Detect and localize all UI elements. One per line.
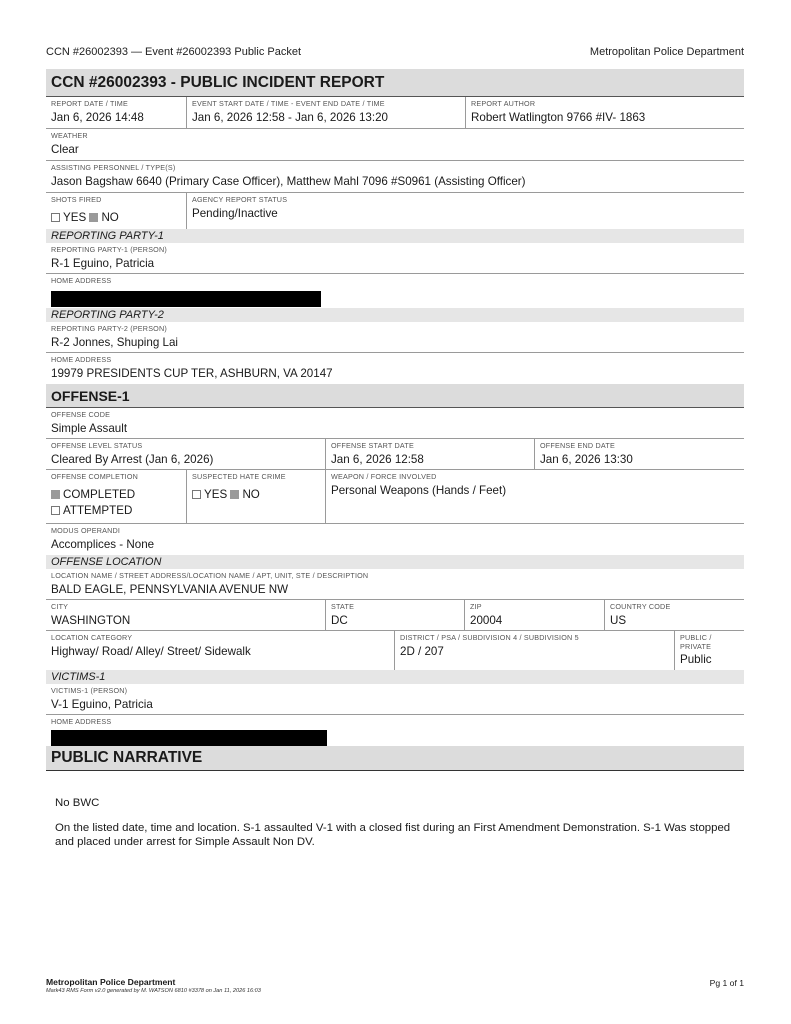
hate-no-checkbox: [230, 490, 239, 499]
shots-row: [46, 193, 744, 229]
offense-dates-row: OFFENSE LEVEL STATUS Cleared By Arrest (Jan 6, 2026) OFFENSE START DATE Jan 6, 2026 12:58 OFFENSE END DATE Jan 6, 2026 13:30: [46, 439, 744, 470]
event-date: Jan 6, 2026 12:58 - Jan 6, 2026 13:20: [192, 111, 388, 124]
reporting-party-1-heading: REPORTING PARTY-1: [46, 229, 744, 243]
reporting-party-2-address-row: HOME ADDRESS 19979 PRESIDENTS CUP TER, ASHBURN, VA 20147: [46, 353, 744, 384]
event-date-cell: EVENT START DATE / TIME - EVENT END DATE / TIME Jan 6, 2026 12:58 - Jan 6, 2026 13:20: [186, 97, 465, 128]
location-name-row: LOCATION NAME / STREET ADDRESS/LOCATION NAME / APT, UNIT, STE / DESCRIPTION BALD EAGLE, PENNSYLVANIA AVENUE NW: [46, 569, 744, 600]
packet-title: CCN #26002393 — Event #26002393 Public Packet: [46, 46, 302, 58]
modus-row: MODUS OPERANDI Accomplices - None: [46, 524, 744, 555]
country-code: US: [610, 614, 627, 627]
reporting-party-2-row: REPORTING PARTY-2 (PERSON) R-2 Jonnes, Shuping Lai: [46, 322, 744, 353]
incident-report: [46, 69, 744, 771]
reporting-party-2-address: 19979 PRESIDENTS CUP TER, ASHBURN, VA 20147: [51, 367, 333, 380]
redacted-address: [51, 291, 321, 307]
redacted-victim-address: [51, 730, 327, 746]
shots-no-checkbox: [89, 213, 98, 222]
offense-code-row: OFFENSE CODE Simple Assault: [46, 408, 744, 439]
offense-location-heading: OFFENSE LOCATION: [46, 555, 744, 569]
weather: Clear: [51, 143, 79, 156]
modus-operandi: Accomplices - None: [51, 538, 155, 551]
district: 2D / 207: [400, 645, 444, 658]
victim-address-row: HOME ADDRESS: [46, 715, 744, 746]
narrative-line-2: On the listed date, time and location. S-1 assaulted V-1 with a closed fist during an First Amendment Demonstration. S-1 Was stopped and placed under arrest for Simple Assault Non DV.: [55, 822, 731, 848]
department-name: Metropolitan Police Department: [589, 46, 744, 58]
weather-cell: WEATHER Clear: [46, 129, 744, 160]
completed-checkbox: [51, 490, 60, 499]
footer-department: Metropolitan Police Department: [46, 977, 176, 987]
agency-status: Pending/Inactive: [192, 207, 278, 220]
hate-yes-checkbox: [192, 490, 201, 499]
report-author-cell: REPORT AUTHOR Robert Watlington 9766 #IV- 1863: [465, 97, 744, 128]
city: WASHINGTON: [51, 614, 131, 627]
reporting-party-1-name: R-1 Eguino, Patricia: [51, 257, 155, 270]
location-name: BALD EAGLE, PENNSYLVANIA AVENUE NW: [51, 583, 289, 596]
offense-code: Simple Assault: [51, 422, 128, 435]
report-info-row: [46, 97, 744, 129]
location-category: Highway/ Road/ Alley/ Street/ Sidewalk: [51, 645, 251, 658]
location-category-row: LOCATION CATEGORY Highway/ Road/ Alley/ Street/ Sidewalk DISTRICT / PSA / SUBDIVISION 4 / SUBDIVISION 5 2D / 207 PUBLIC / PRIVATE Public: [46, 631, 744, 670]
narrative-text: [55, 796, 735, 860]
victim-name: V-1 Eguino, Patricia: [51, 698, 153, 711]
shots-yes-checkbox: [51, 213, 60, 222]
location-city-row: CITY WASHINGTON STATE DC ZIP 20004 COUNTRY CODE US: [46, 600, 744, 631]
state: DC: [331, 614, 348, 627]
offense-start: Jan 6, 2026 12:58: [331, 453, 424, 466]
reporting-party-2-heading: REPORTING PARTY-2: [46, 308, 744, 322]
reporting-party-1-row: REPORTING PARTY-1 (PERSON) R-1 Eguino, Patricia: [46, 243, 744, 274]
public-narrative-heading: PUBLIC NARRATIVE: [46, 746, 744, 771]
offense-end: Jan 6, 2026 13:30: [540, 453, 633, 466]
report-title: CCN #26002393 - PUBLIC INCIDENT REPORT: [46, 69, 744, 97]
weapon-force: Personal Weapons (Hands / Feet): [331, 484, 507, 497]
report-date-cell: REPORT DATE / TIME Jan 6, 2026 14:48: [46, 97, 186, 128]
offense-completion-row: OFFENSE COMPLETION COMPLETED ATTEMPTED SUSPECTED HATE CRIME YES NO WEAPON / FORCE INVOLVED Personal Weapons (Hands / Feet): [46, 470, 744, 524]
zip: 20004: [470, 614, 503, 627]
assisting-row: [46, 161, 744, 193]
agency-status-cell: AGENCY REPORT STATUS Pending/Inactive: [186, 193, 744, 229]
victim-row: VICTIMS-1 (PERSON) V-1 Eguino, Patricia: [46, 684, 744, 715]
page-footer: [46, 977, 744, 994]
report-date: Jan 6, 2026 14:48: [51, 111, 144, 124]
victims-heading: VICTIMS-1: [46, 670, 744, 684]
page-number: Pg 1 of 1: [709, 978, 744, 988]
public-private: Public: [680, 653, 712, 666]
shots-fired-options: YES NO: [51, 204, 181, 225]
page-header: [46, 46, 744, 58]
offense-level-status: Cleared By Arrest (Jan 6, 2026): [51, 453, 214, 466]
assisting-personnel: Jason Bagshaw 6640 (Primary Case Officer), Matthew Mahl 7096 #S0961 (Assisting Officer): [51, 175, 526, 188]
reporting-party-2-name: R-2 Jonnes, Shuping Lai: [51, 336, 178, 349]
weather-row: [46, 129, 744, 161]
shots-fired-cell: SHOTS FIRED YES NO: [46, 193, 186, 229]
footer-generated: Mark43 RMS Form v2.0 generated by M. WATSON 6810 #3378 on Jan 11, 2026 16:03: [46, 988, 261, 994]
assisting-cell: ASSISTING PERSONNEL / TYPE(S) Jason Bagshaw 6640 (Primary Case Officer), Matthew Mahl 7096 #S0961 (Assisting Officer): [46, 161, 744, 192]
attempted-checkbox: [51, 506, 60, 515]
narrative-line-1: No BWC: [55, 797, 100, 809]
offense-heading: OFFENSE-1: [46, 384, 744, 408]
report-author: Robert Watlington 9766 #IV- 1863: [471, 111, 646, 124]
reporting-party-1-address-row: HOME ADDRESS: [46, 274, 744, 308]
